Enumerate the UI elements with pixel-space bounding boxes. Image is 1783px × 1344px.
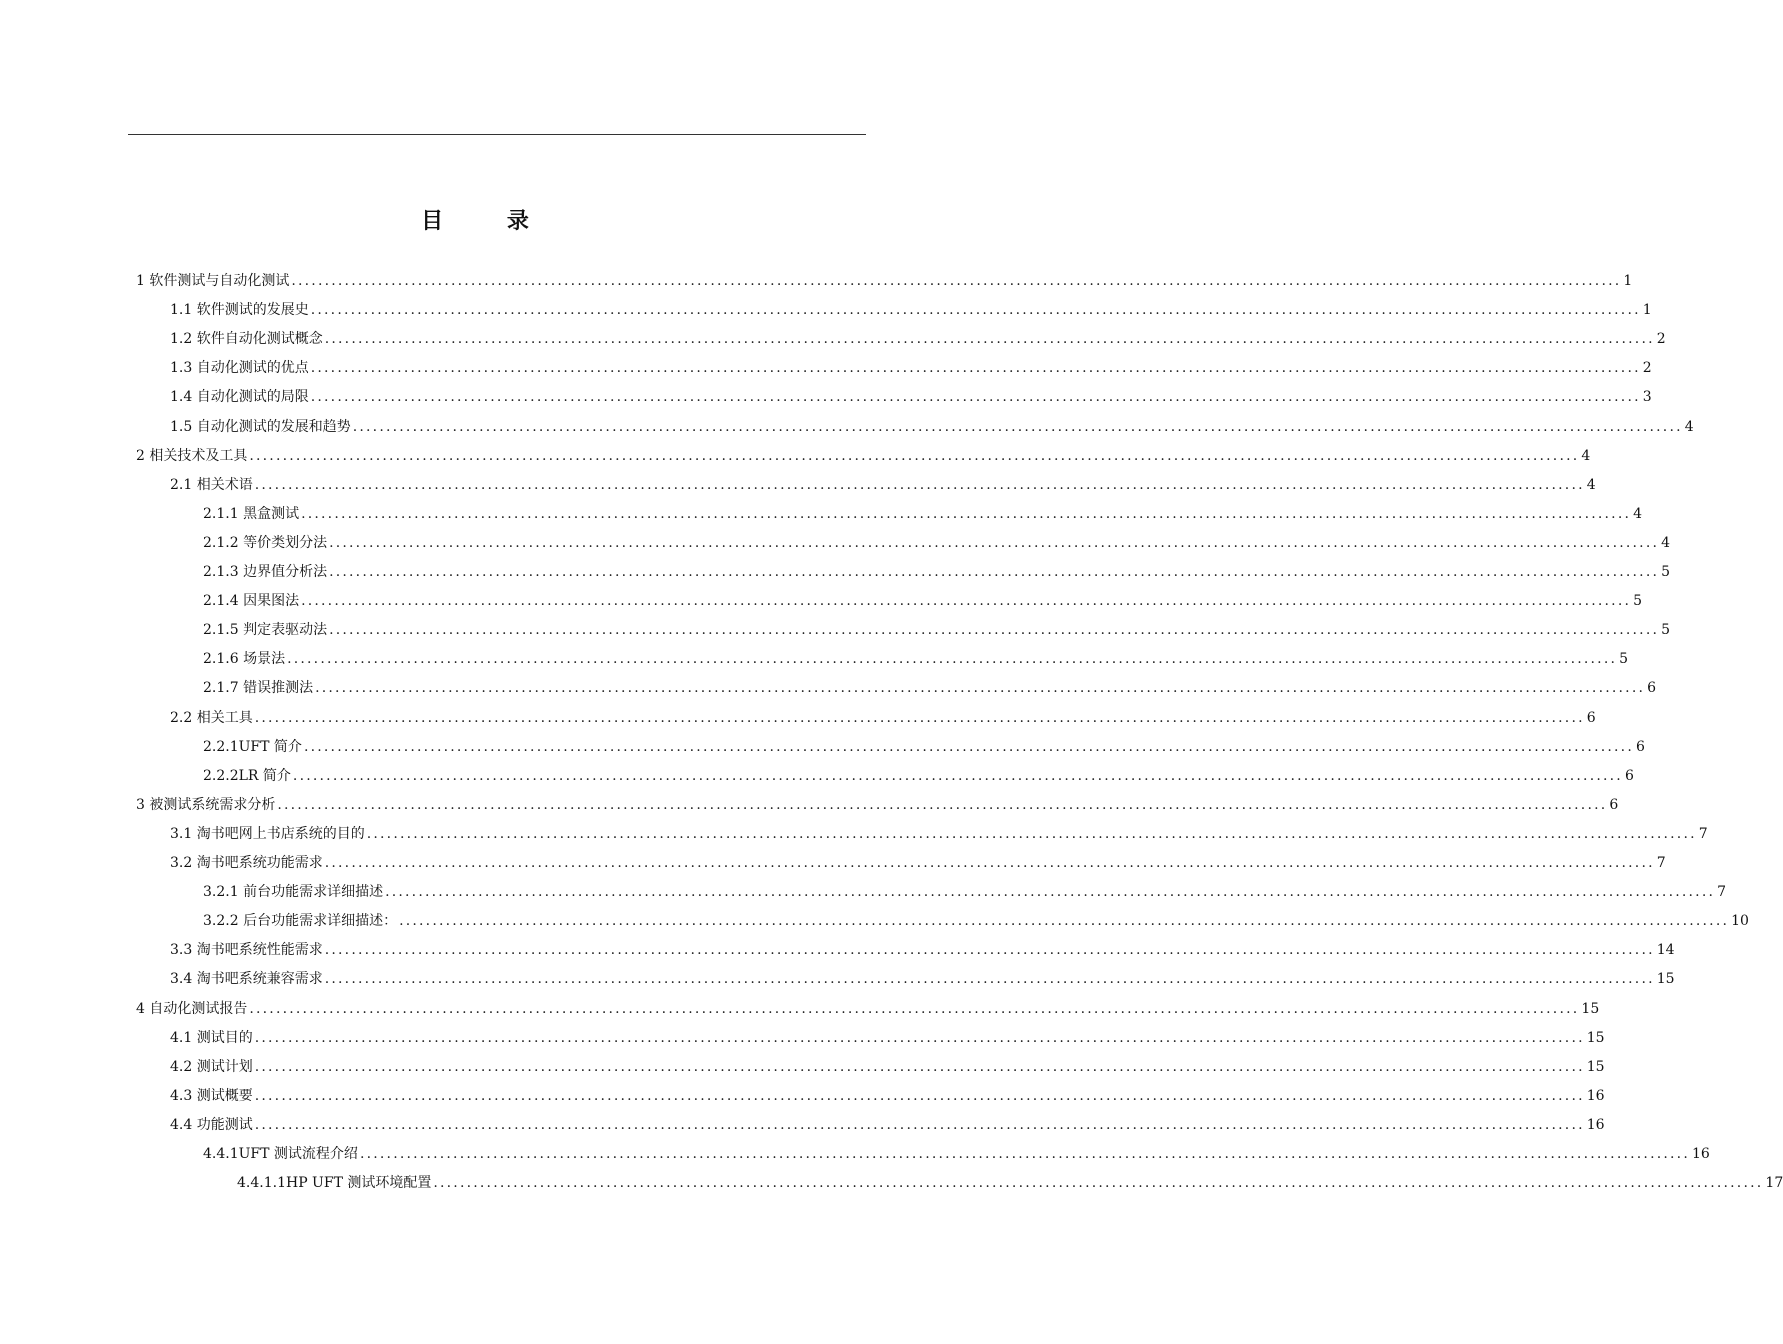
toc-entry-page: 4: [1586, 476, 1596, 493]
toc-entry-page: 15: [1581, 1000, 1600, 1017]
toc-dot-leader: ........................................................................................................................................................................................................: [254, 1029, 1585, 1046]
toc-dot-leader: ........................................................................................................................................................................................................: [254, 709, 1585, 726]
toc-entry-page: 6: [1624, 767, 1634, 784]
toc-entry-label: 2.1.2 等价类划分法: [203, 534, 328, 551]
toc-entry[interactable]: [170, 707, 1596, 729]
toc-entry[interactable]: [203, 648, 1629, 670]
toc-entry-label: 4.4 功能测试: [170, 1116, 253, 1133]
toc-entry-page: 5: [1619, 651, 1629, 668]
toc-entry[interactable]: [170, 823, 1708, 845]
toc-entry-page: 6: [1586, 709, 1596, 726]
toc-entry[interactable]: [170, 386, 1652, 408]
toc-entry[interactable]: [170, 1114, 1605, 1136]
toc-entry-page: 1: [1642, 302, 1652, 319]
toc-entry-label: 2 相关技术及工具: [136, 447, 248, 464]
toc-dot-leader: ........................................................................................................................................................................................................: [359, 1146, 1690, 1162]
toc-dot-leader: ........................................................................................................................................................................................................: [291, 273, 1622, 289]
toc-entry-page: 17: [1765, 1175, 1783, 1192]
toc-dot-leader: ........................................................................................................................................................................................................: [301, 505, 1632, 522]
toc-entry-page: 16: [1586, 1116, 1605, 1133]
toc-entry[interactable]: [203, 503, 1643, 525]
toc-entry-page: 15: [1586, 1029, 1605, 1046]
toc-entry-page: 5: [1661, 564, 1671, 580]
toc-entry-label: 2.1.1 黑盒测试: [203, 505, 300, 522]
toc-dot-leader: ........................................................................................................................................................................................................: [249, 1000, 1580, 1017]
toc-entry-label: 3.4 淘书吧系统兼容需求: [170, 971, 323, 988]
toc-entry-page: 1: [1623, 273, 1633, 289]
toc-entry-page: 7: [1656, 855, 1666, 871]
toc-entry-page: 15: [1586, 1058, 1605, 1075]
toc-entry-page: 7: [1698, 825, 1708, 842]
toc-entry-page: 10: [1731, 913, 1749, 930]
toc-entry-label: 1.5 自动化测试的发展和趋势: [170, 418, 351, 435]
toc-entry[interactable]: [170, 357, 1652, 379]
toc-entry-label: 3.1 淘书吧网上书店系统的目的: [170, 825, 365, 842]
toc-entry[interactable]: [170, 299, 1652, 321]
toc-entry[interactable]: [170, 1027, 1605, 1049]
toc-entry[interactable]: [203, 910, 1749, 932]
toc-entry-page: 14: [1656, 942, 1675, 959]
toc-entry-page: 7: [1717, 884, 1727, 901]
toc-entry[interactable]: [203, 765, 1634, 787]
toc-entry[interactable]: [203, 677, 1657, 699]
toc-entry-page: 5: [1661, 622, 1671, 639]
toc-entry[interactable]: [170, 968, 1675, 990]
toc-dot-leader: ........................................................................................................................................................................................................: [385, 884, 1716, 901]
toc-entry-page: 6: [1609, 796, 1619, 813]
toc-dot-leader: ........................................................................................................................................................................................................: [254, 476, 1585, 493]
toc-dot-leader: ........................................................................................................................................................................................................: [310, 389, 1641, 406]
toc-entry-label: 2.2 相关工具: [170, 709, 253, 726]
toc-entry-label: 2.2.1UFT 简介: [203, 738, 302, 755]
toc-dot-leader: ........................................................................................................................................................................................................: [315, 680, 1646, 697]
toc-entry-page: 2: [1656, 331, 1666, 348]
toc-entry-page: 15: [1656, 971, 1675, 988]
toc-entry-page: 6: [1635, 738, 1645, 755]
toc-entry-label: 4.1 测试目的: [170, 1029, 253, 1046]
toc-entry-page: 5: [1633, 593, 1643, 610]
toc-entry[interactable]: [170, 328, 1666, 350]
toc-dot-leader: ........................................................................................................................................................................................................: [329, 534, 1660, 551]
toc-dot-leader: ........................................................................................................................................................................................................: [254, 1087, 1585, 1104]
toc-entry-label: 2.2.2LR 简介: [203, 767, 291, 784]
toc-entry[interactable]: [170, 1056, 1605, 1078]
toc-entry-page: 3: [1642, 389, 1652, 406]
toc-entry-label: 3.2.1 前台功能需求详细描述: [203, 884, 384, 901]
toc-entry-label: 3 被测试系统需求分析: [136, 796, 276, 813]
toc-entry-label: 2.1 相关术语: [170, 476, 253, 493]
toc-entry-label: 2.1.7 错误推测法: [203, 680, 314, 697]
toc-entry-label: 4.4.1.1HP UFT 测试环境配置: [237, 1175, 432, 1192]
toc-dot-leader: ........................................................................................................................................................................................................: [399, 913, 1730, 930]
toc-entry-label: 3.2 淘书吧系统功能需求: [170, 855, 323, 871]
toc-entry[interactable]: [203, 1143, 1710, 1165]
toc-entry[interactable]: [203, 590, 1643, 612]
toc-entry[interactable]: [203, 736, 1645, 758]
toc-entry[interactable]: [203, 881, 1727, 903]
toc-entry-label: 1.2 软件自动化测试概念: [170, 331, 323, 348]
toc-entry[interactable]: [136, 998, 1600, 1020]
toc-entry-label: 2.1.5 判定表驱动法: [203, 622, 328, 639]
toc-entry-label: 4.4.1UFT 测试流程介绍: [203, 1146, 358, 1162]
toc-entry-page: 2: [1642, 360, 1652, 377]
toc-dot-leader: ........................................................................................................................................................................................................: [352, 418, 1683, 435]
toc-dot-leader: ........................................................................................................................................................................................................: [301, 593, 1632, 610]
toc-entry[interactable]: [203, 532, 1671, 554]
toc-entry-label: 2.1.6 场景法: [203, 651, 286, 668]
toc-entry-label: 1 软件测试与自动化测试: [136, 273, 290, 289]
toc-entry-page: 16: [1586, 1087, 1605, 1104]
toc-dot-leader: ........................................................................................................................................................................................................: [303, 738, 1634, 755]
toc-dot-leader: ........................................................................................................................................................................................................: [292, 767, 1623, 784]
toc-dot-leader: ........................................................................................................................................................................................................: [249, 447, 1580, 464]
toc-entry-label: 1.3 自动化测试的优点: [170, 360, 309, 377]
toc-entry-label: 2.1.3 边界值分析法: [203, 564, 328, 580]
toc-dot-leader: ........................................................................................................................................................................................................: [254, 1058, 1585, 1075]
toc-entry-label: 1.1 软件测试的发展史: [170, 302, 309, 319]
toc-entry[interactable]: [170, 416, 1694, 438]
toc-entry-label: 3.2.2 后台功能需求详细描述：: [203, 913, 398, 930]
toc-entry-page: 4: [1684, 418, 1694, 435]
toc-entry-label: 2.1.4 因果图法: [203, 593, 300, 610]
toc-entry-page: 4: [1633, 505, 1643, 522]
toc-entry-label: 3.3 淘书吧系统性能需求: [170, 942, 323, 959]
header-rule: [128, 134, 866, 135]
toc-entry-page: 4: [1581, 447, 1591, 464]
toc-entry-page: 16: [1691, 1146, 1710, 1162]
toc-entry-label: 4.2 测试计划: [170, 1058, 253, 1075]
toc-entry-label: 1.4 自动化测试的局限: [170, 389, 309, 406]
toc-entry[interactable]: [203, 561, 1671, 583]
toc-entry-page: 4: [1661, 534, 1671, 551]
toc-entry[interactable]: [203, 619, 1671, 641]
toc-entry-label: 4.3 测试概要: [170, 1087, 253, 1104]
toc-dot-leader: ........................................................................................................................................................................................................: [324, 331, 1655, 348]
toc-dot-leader: ........................................................................................................................................................................................................: [277, 796, 1608, 813]
toc-dot-leader: ........................................................................................................................................................................................................: [287, 651, 1618, 668]
toc-entry[interactable]: [170, 852, 1666, 874]
toc-dot-leader: ........................................................................................................................................................................................................: [324, 971, 1655, 988]
toc-dot-leader: ........................................................................................................................................................................................................: [324, 855, 1655, 871]
toc-entry-page: 6: [1647, 680, 1657, 697]
toc-dot-leader: ........................................................................................................................................................................................................: [329, 622, 1660, 639]
toc-entry-label: 4 自动化测试报告: [136, 1000, 248, 1017]
toc-entry[interactable]: [136, 445, 1591, 467]
toc-dot-leader: ........................................................................................................................................................................................................: [310, 302, 1641, 319]
toc-entry[interactable]: [237, 1172, 1783, 1194]
toc-dot-leader: ........................................................................................................................................................................................................: [254, 1116, 1585, 1133]
toc-dot-leader: ........................................................................................................................................................................................................: [433, 1175, 1764, 1192]
toc-dot-leader: ........................................................................................................................................................................................................: [329, 564, 1660, 580]
toc-dot-leader: ........................................................................................................................................................................................................: [310, 360, 1641, 377]
toc-entry[interactable]: [170, 474, 1596, 496]
toc-entry[interactable]: [170, 939, 1675, 961]
toc-dot-leader: ........................................................................................................................................................................................................: [324, 942, 1655, 959]
toc-title: 目 录: [421, 208, 557, 234]
toc-entry[interactable]: [136, 794, 1619, 816]
toc-entry[interactable]: [136, 270, 1633, 292]
toc-dot-leader: ........................................................................................................................................................................................................: [366, 825, 1697, 842]
toc-entry[interactable]: [170, 1085, 1605, 1107]
